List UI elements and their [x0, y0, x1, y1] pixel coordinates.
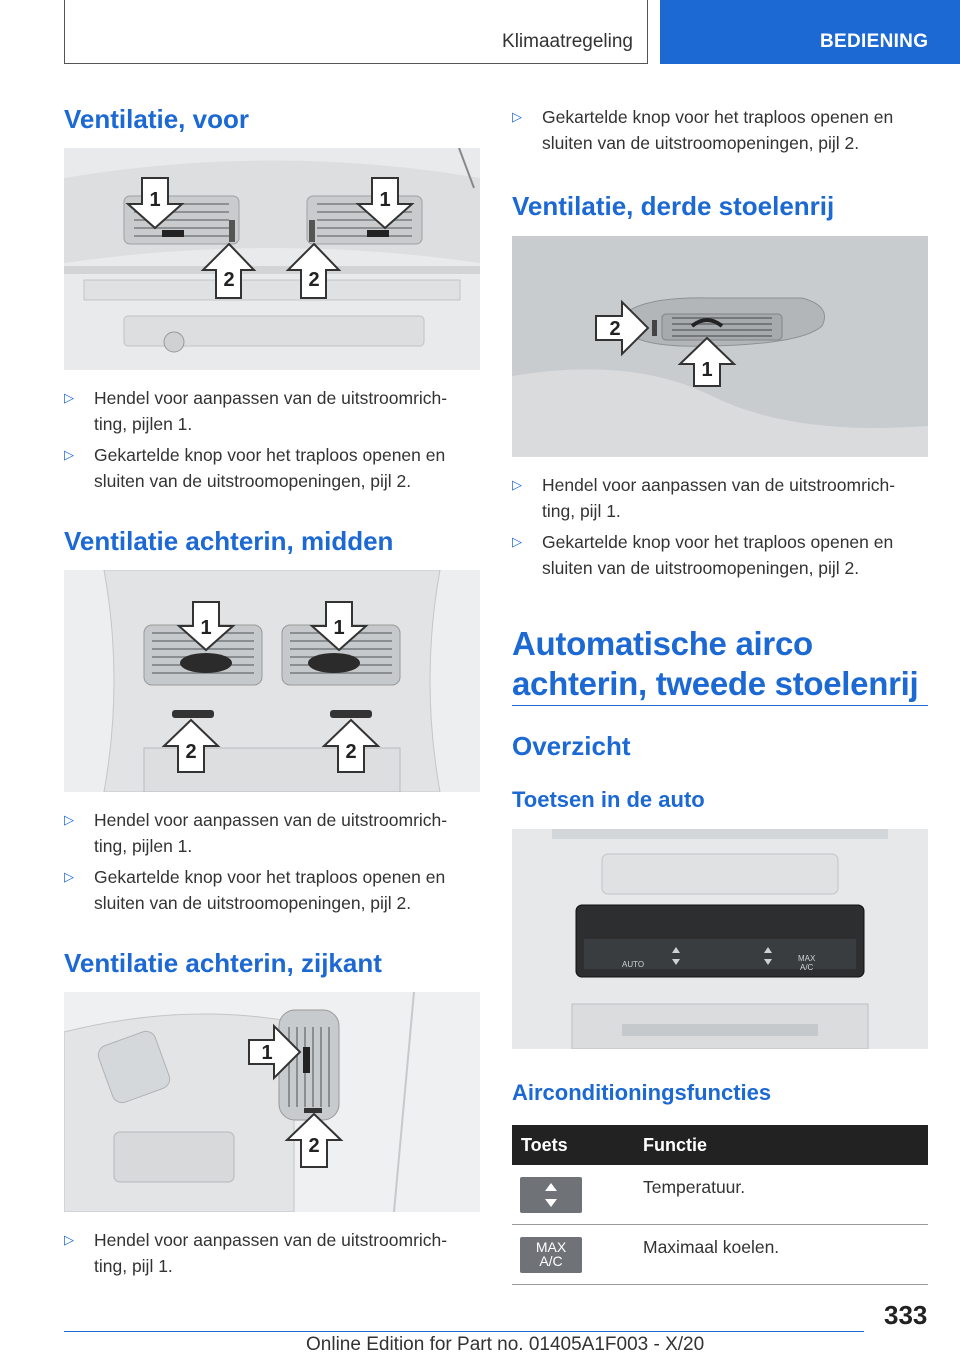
callout-1-right: 1	[379, 189, 391, 211]
list-item: ▷ Hendel voor aanpassen van de uitstroomrich‐ ting, pijlen 1.	[64, 385, 480, 437]
section-title: Klimaatregeling	[502, 31, 633, 52]
callout-2-left: 2	[185, 741, 197, 763]
heading-toetsen-in-de-auto: Toetsen in de auto	[512, 787, 705, 812]
triangle-bullet-icon: ▷	[64, 1232, 74, 1247]
max-ac-key-icon: MAX A/C	[520, 1237, 582, 1273]
chapter-heading-underline	[512, 705, 928, 706]
callout-2: 2	[308, 1135, 320, 1157]
callout-1-left: 1	[200, 617, 212, 639]
heading-achterin-zijkant: Ventilatie achterin, zijkant	[64, 948, 382, 978]
list-item: ▷ Gekartelde knop voor het traploos openen en sluiten van de uitstroomopeningen, pijl 2.	[64, 442, 480, 494]
functions-table	[512, 1125, 928, 1285]
function-text: Temperatuur.	[643, 1177, 746, 1197]
page-number: 333	[884, 1300, 928, 1330]
triangle-bullet-icon: ▷	[64, 869, 74, 884]
col-header-functie: Functie	[643, 1135, 708, 1155]
callout-2-left: 2	[223, 269, 235, 291]
list-item: ▷ Hendel voor aanpassen van de uitstroomrich‐ ting, pijl 1.	[512, 472, 928, 524]
header-chapter-tab	[660, 0, 960, 64]
list-item: ▷ Hendel voor aanpassen van de uitstroomrich‐ ting, pijlen 1.	[64, 807, 480, 859]
chapter-heading: Automatische airco achterin, tweede stoelenrij	[512, 625, 919, 702]
triangle-bullet-icon: ▷	[64, 390, 74, 405]
figure-rear-center-vents	[64, 570, 480, 792]
callout-1-left: 1	[149, 189, 161, 211]
rear-climate-panel-illustration	[512, 829, 928, 1049]
footer-text: Online Edition for Part no. 01405A1F003 - X/20	[306, 1334, 705, 1355]
list-item: ▷ Gekartelde knop voor het traploos openen en sluiten van de uitstroomopeningen, pijl 2.	[512, 104, 928, 156]
figure-third-row-vent	[512, 236, 928, 457]
triangle-bullet-icon: ▷	[512, 534, 522, 549]
triangle-bullet-icon: ▷	[512, 109, 522, 124]
col-header-toets: Toets	[521, 1135, 568, 1155]
heading-achterin-midden: Ventilatie achterin, midden	[64, 526, 394, 556]
triangle-bullet-icon: ▷	[64, 812, 74, 827]
panel-auto-label: AUTO	[622, 960, 645, 969]
rear-side-vent-illustration	[64, 992, 480, 1212]
panel-ac-label: A/C	[800, 963, 814, 972]
triangle-bullet-icon: ▷	[64, 447, 74, 462]
figure-rear-climate-panel	[512, 829, 928, 1049]
callout-1-right: 1	[333, 617, 345, 639]
callout-2-right: 2	[308, 269, 320, 291]
rear-center-vents-illustration	[64, 570, 480, 792]
figure-front-vents	[64, 148, 480, 370]
list-item: ▷ Hendel voor aanpassen van de uitstroomrich‐ ting, pijl 1.	[64, 1227, 480, 1279]
callout-2: 2	[609, 318, 621, 340]
callout-1: 1	[701, 359, 713, 381]
footer-rule	[64, 1331, 864, 1332]
heading-overzicht: Overzicht	[512, 731, 631, 761]
chapter-title: BEDIENING	[820, 31, 929, 52]
table-row	[512, 1165, 928, 1225]
heading-airconditioningsfuncties: Airconditioningsfuncties	[512, 1080, 772, 1105]
third-row-vent-illustration	[512, 236, 928, 457]
figure-rear-side-vent	[64, 992, 480, 1212]
list-item: ▷ Gekartelde knop voor het traploos openen en sluiten van de uitstroomopeningen, pijl 2.	[512, 529, 928, 581]
panel-max-label: MAX	[798, 954, 816, 963]
callout-1: 1	[261, 1042, 273, 1064]
front-vents-illustration	[64, 148, 480, 370]
triangle-bullet-icon: ▷	[512, 477, 522, 492]
temperature-arrows-icon	[520, 1177, 582, 1213]
heading-ventilatie-voor: Ventilatie, voor	[64, 104, 249, 134]
header-section-box	[64, 0, 648, 64]
list-item: ▷ Gekartelde knop voor het traploos openen en sluiten van de uitstroomopeningen, pijl 2.	[64, 864, 480, 916]
heading-derde-stoelenrij: Ventilatie, derde stoelenrij	[512, 191, 835, 221]
table-row	[512, 1225, 928, 1285]
function-text: Maximaal koelen.	[643, 1237, 780, 1257]
table-header	[512, 1125, 928, 1165]
callout-2-right: 2	[345, 741, 357, 763]
